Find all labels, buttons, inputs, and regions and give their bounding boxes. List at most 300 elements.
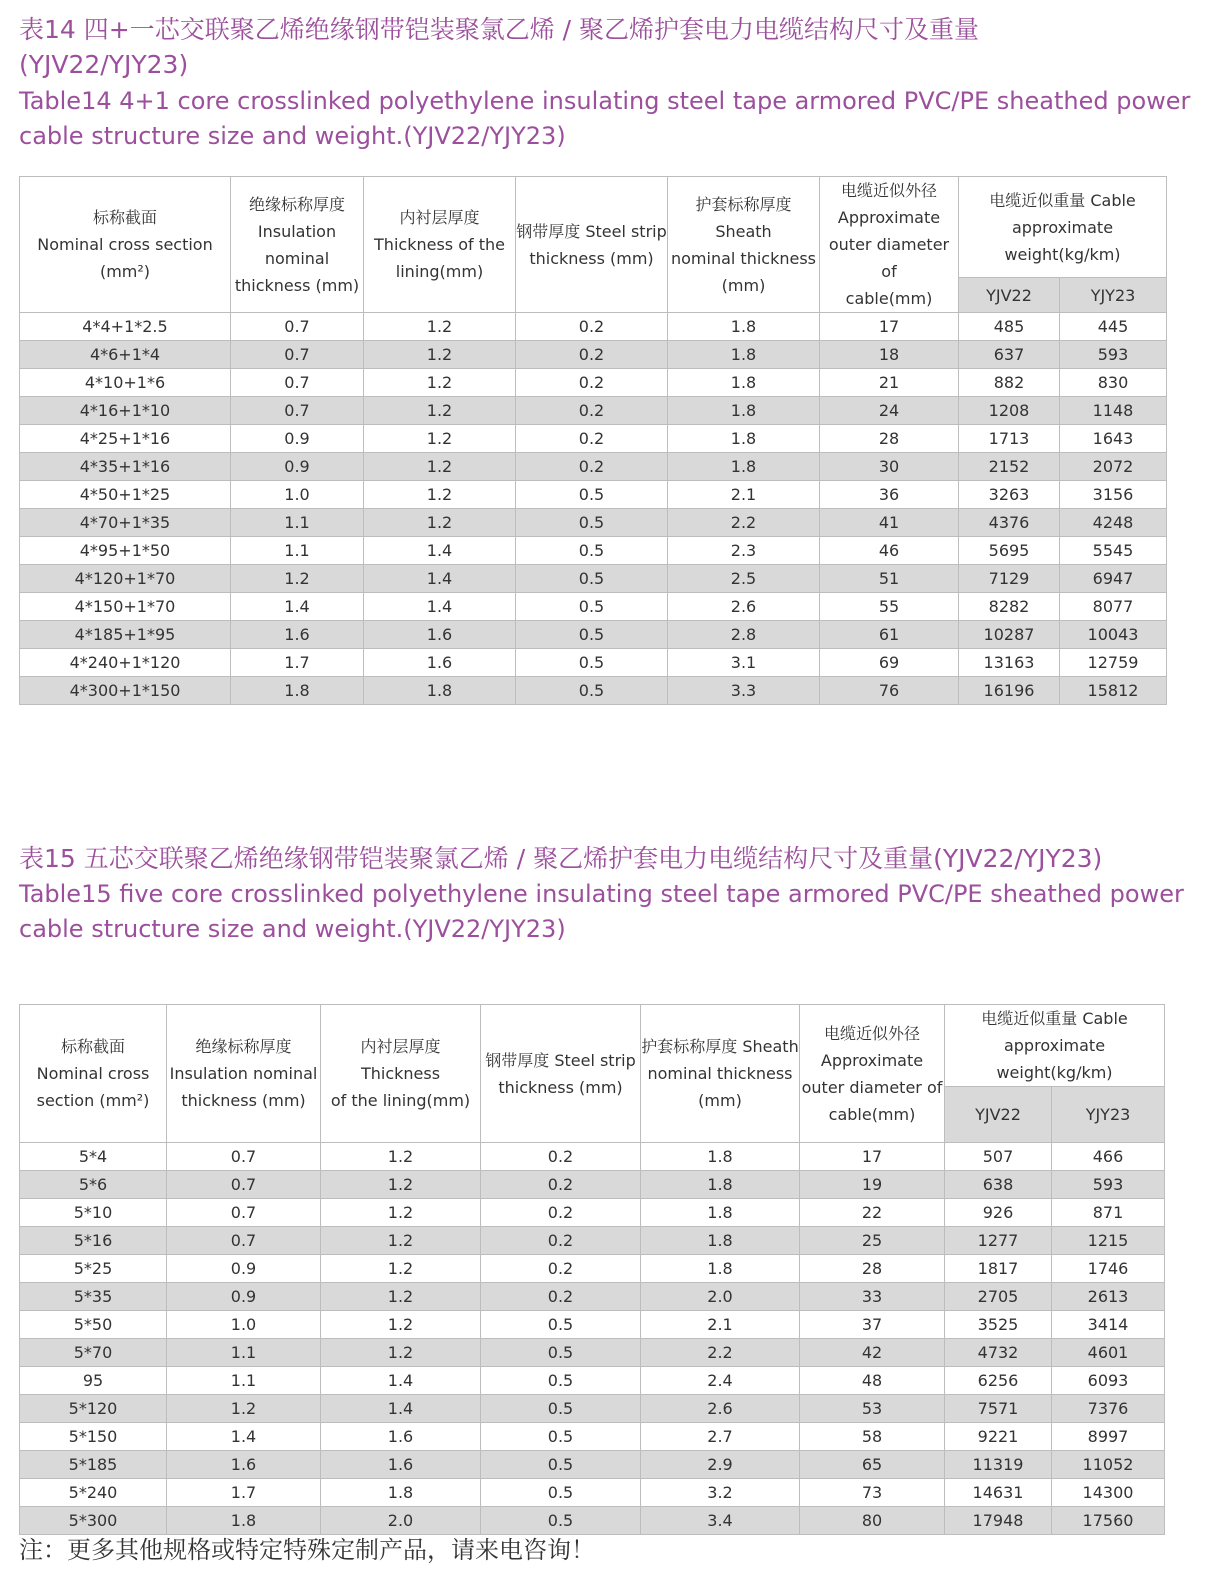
table-row [20,425,1167,453]
header-steel [516,177,668,313]
cell-diameter: 46 [820,537,959,565]
cell-steel: 0.2 [516,425,668,453]
cell-section: 5*6 [20,1171,167,1199]
cell-steel: 0.5 [516,537,668,565]
cell-sheath: 3.4 [641,1507,800,1535]
cell-section: 4*10+1*6 [20,369,231,397]
table14-title-cn-line2: (YJV22/YJY23) [19,50,189,79]
cell-steel: 0.5 [516,649,668,677]
table15-title-en-line2: cable structure size and weight.(YJV22/YJY23) [19,915,566,943]
cell-lining: 1.4 [321,1367,481,1395]
cell-insulation: 0.9 [167,1255,321,1283]
cell-steel: 0.5 [516,565,668,593]
cell-yjv22: 1208 [959,397,1060,425]
cell-yjv22: 2705 [945,1283,1052,1311]
cell-lining: 2.0 [321,1507,481,1535]
header-sheath-2: nominal thickness [670,248,816,268]
cell-sheath: 1.8 [641,1171,800,1199]
cell-sheath: 2.6 [668,593,820,621]
cell-diameter: 42 [800,1339,945,1367]
header-diameter-en2: outer diameter of [828,235,950,281]
cell-insulation: 0.9 [167,1283,321,1311]
cell-lining: 1.6 [364,649,516,677]
cell-insulation: 1.1 [167,1339,321,1367]
table-row [20,369,1167,397]
header-lining-en1: Thickness of the [374,235,505,254]
cell-diameter: 69 [820,649,959,677]
header-weight-1: 电缆近似重量 Cable [981,1009,1128,1028]
cell-yjv22: 4376 [959,509,1060,537]
cell-yjv22: 8282 [959,593,1060,621]
cell-insulation: 0.7 [231,369,364,397]
cell-section: 4*150+1*70 [20,593,231,621]
cell-lining: 1.2 [364,397,516,425]
header-section-en: Nominal cross section [37,235,213,254]
table-row [20,453,1167,481]
cell-lining: 1.2 [321,1283,481,1311]
cell-yjv22: 3263 [959,481,1060,509]
header-diameter-cn: 电缆近似外径 [840,181,937,200]
header-lining [321,1005,481,1143]
cell-diameter: 25 [800,1227,945,1255]
cell-insulation: 1.6 [231,621,364,649]
table15-body [20,1143,1165,1535]
cell-insulation: 0.7 [231,313,364,341]
cell-sheath: 2.2 [641,1339,800,1367]
cell-diameter: 28 [800,1255,945,1283]
cell-yjy23: 3156 [1060,481,1167,509]
table-row [20,1171,1165,1199]
header-weight-2: approximate [1011,217,1114,237]
header-insulation-en1: Insulation nominal [169,1064,318,1083]
table-row [20,1283,1165,1311]
cell-lining: 1.8 [364,677,516,705]
header-section-en: Nominal cross [36,1064,150,1083]
header-section-cn: 标称截面 [92,208,157,227]
cell-yjv22: 3525 [945,1311,1052,1339]
cell-insulation: 1.7 [167,1479,321,1507]
cell-sheath: 1.8 [641,1143,800,1171]
table-row [20,649,1167,677]
header-weight-2: approximate weight(kg/km) [996,1036,1113,1082]
cell-yjy23: 10043 [1060,621,1167,649]
cell-lining: 1.4 [364,565,516,593]
cell-yjy23: 15812 [1060,677,1167,705]
header-lining [364,177,516,313]
cell-section: 4*35+1*16 [20,453,231,481]
header-sheath [668,177,820,313]
cell-steel: 0.5 [481,1451,641,1479]
cell-steel: 0.5 [516,621,668,649]
header-steel-1: 钢带厚度 Steel strip [516,221,667,241]
cell-section: 4*25+1*16 [20,425,231,453]
cell-insulation: 1.0 [231,481,364,509]
cell-section: 4*185+1*95 [20,621,231,649]
cell-yjy23: 14300 [1052,1479,1165,1507]
cell-yjv22: 1817 [945,1255,1052,1283]
cell-yjv22: 5695 [959,537,1060,565]
cell-yjy23: 6093 [1052,1367,1165,1395]
cell-sheath: 2.4 [641,1367,800,1395]
table14-title-en [19,84,1190,154]
cell-sheath: 1.8 [641,1255,800,1283]
cell-yjy23: 8997 [1052,1423,1165,1451]
cell-insulation: 1.1 [231,537,364,565]
header-weight [959,177,1167,278]
cell-yjy23: 2613 [1052,1283,1165,1311]
cell-yjv22: 11319 [945,1451,1052,1479]
cell-steel: 0.2 [481,1199,641,1227]
table14-body [20,313,1167,705]
table-row [20,1339,1165,1367]
cell-sheath: 2.6 [641,1395,800,1423]
header-diameter-en1: Approximate [820,1050,924,1070]
cell-yjv22: 13163 [959,649,1060,677]
cell-sheath: 1.8 [668,369,820,397]
cell-yjv22: 14631 [945,1479,1052,1507]
cell-yjy23: 12759 [1060,649,1167,677]
cell-diameter: 37 [800,1311,945,1339]
cell-diameter: 30 [820,453,959,481]
header-diameter-cn: 电缆近似外径 [823,1023,920,1043]
cell-section: 4*50+1*25 [20,481,231,509]
cell-lining: 1.6 [321,1451,481,1479]
cell-insulation: 0.7 [231,397,364,425]
header-insulation-en2: nominal [264,248,330,268]
header-diameter-en3: cable(mm) [845,289,933,308]
cell-section: 5*10 [20,1199,167,1227]
footer-note: 注：更多其他规格或特定特殊定制产品，请来电咨询！ [19,1536,595,1564]
cell-lining: 1.2 [321,1171,481,1199]
header-weight [945,1005,1165,1087]
cell-sheath: 3.1 [668,649,820,677]
cell-lining: 1.2 [321,1227,481,1255]
header-sheath [641,1005,800,1143]
cell-insulation: 0.9 [231,453,364,481]
cell-lining: 1.2 [364,341,516,369]
cell-lining: 1.2 [364,369,516,397]
cell-sheath: 2.5 [668,565,820,593]
cell-steel: 0.5 [481,1367,641,1395]
cell-section: 5*25 [20,1255,167,1283]
cell-sheath: 2.2 [668,509,820,537]
cell-lining: 1.4 [321,1395,481,1423]
cell-yjv22: 1277 [945,1227,1052,1255]
table-row [20,509,1167,537]
header-section-cn: 标称截面 [60,1037,125,1056]
cell-yjv22: 507 [945,1143,1052,1171]
cell-yjv22: 17948 [945,1507,1052,1535]
cell-insulation: 1.8 [167,1507,321,1535]
cell-yjv22: 926 [945,1199,1052,1227]
cell-sheath: 1.8 [668,313,820,341]
cell-insulation: 0.7 [167,1143,321,1171]
cell-sheath: 1.8 [641,1227,800,1255]
header-steel-2: thickness (mm) [529,248,654,268]
cell-sheath: 2.7 [641,1423,800,1451]
cell-lining: 1.2 [364,509,516,537]
cell-diameter: 55 [820,593,959,621]
cell-lining: 1.2 [321,1255,481,1283]
cell-section: 5*35 [20,1283,167,1311]
cell-steel: 0.5 [481,1395,641,1423]
cell-yjy23: 11052 [1052,1451,1165,1479]
cell-yjy23: 17560 [1052,1507,1165,1535]
table-row [20,1367,1165,1395]
cell-yjv22: 16196 [959,677,1060,705]
cell-steel: 0.2 [481,1171,641,1199]
cell-section: 5*70 [20,1339,167,1367]
cell-insulation: 0.7 [167,1227,321,1255]
cell-diameter: 17 [800,1143,945,1171]
cell-insulation: 1.1 [167,1367,321,1395]
cell-lining: 1.2 [364,481,516,509]
header-insulation [167,1005,321,1143]
header-insulation-cn: 绝缘标称厚度 [248,194,345,214]
cell-diameter: 76 [820,677,959,705]
table-row [20,1395,1165,1423]
cell-lining: 1.2 [364,313,516,341]
cell-diameter: 24 [820,397,959,425]
cell-sheath: 1.8 [641,1199,800,1227]
cell-insulation: 0.7 [167,1199,321,1227]
cell-steel: 0.5 [516,677,668,705]
cell-section: 4*70+1*35 [20,509,231,537]
cell-sheath: 2.0 [641,1283,800,1311]
header-diameter-en2: outer diameter of [801,1077,943,1097]
cell-steel: 0.5 [516,593,668,621]
cell-lining: 1.6 [364,621,516,649]
cell-yjy23: 2072 [1060,453,1167,481]
cell-section: 4*4+1*2.5 [20,313,231,341]
cell-steel: 0.2 [481,1255,641,1283]
header-insulation [231,177,364,313]
table-row [20,481,1167,509]
cell-yjv22: 2152 [959,453,1060,481]
cell-lining: 1.2 [321,1311,481,1339]
cell-yjv22: 4732 [945,1339,1052,1367]
table-row [20,341,1167,369]
header-section [20,177,231,313]
cell-insulation: 1.6 [167,1451,321,1479]
cell-lining: 1.6 [321,1423,481,1451]
cell-yjy23: 445 [1060,313,1167,341]
table-row [20,537,1167,565]
cell-yjv22: 882 [959,369,1060,397]
cell-section: 5*150 [20,1423,167,1451]
cell-diameter: 28 [820,425,959,453]
cell-diameter: 53 [800,1395,945,1423]
cell-insulation: 1.0 [167,1311,321,1339]
table15 [19,1004,1165,1535]
header-insulation-en2: thickness (mm) [181,1091,306,1110]
cell-lining: 1.2 [364,453,516,481]
table-row [20,1227,1165,1255]
cell-yjy23: 1148 [1060,397,1167,425]
header-section-unit: (mm²) [99,262,151,281]
header-yjy23: YJY23 [1060,278,1167,313]
cell-diameter: 48 [800,1367,945,1395]
header-yjv22: YJV22 [959,278,1060,313]
cell-sheath: 3.2 [641,1479,800,1507]
header-steel-2: thickness (mm) [498,1077,623,1097]
table15-title-cn: 表15 五芯交联聚乙烯绝缘钢带铠装聚氯乙烯 / 聚乙烯护套电力电缆结构尺寸及重量(YJV22/YJY23) [19,844,1103,873]
cell-sheath: 2.1 [641,1311,800,1339]
cell-sheath: 2.9 [641,1451,800,1479]
cell-diameter: 36 [820,481,959,509]
cell-diameter: 58 [800,1423,945,1451]
cell-sheath: 2.3 [668,537,820,565]
cell-section: 4*120+1*70 [20,565,231,593]
table14 [19,176,1167,705]
table-row [20,1311,1165,1339]
header-lining-cn: 内衬层厚度 [399,208,480,227]
cell-yjv22: 638 [945,1171,1052,1199]
cell-insulation: 1.7 [231,649,364,677]
cell-sheath: 1.8 [668,453,820,481]
cell-diameter: 17 [820,313,959,341]
cell-steel: 0.2 [516,397,668,425]
cell-section: 5*240 [20,1479,167,1507]
table14-title-en-line1: Table14 4+1 core crosslinked polyethylene insulating steel tape armored PVC/PE sheathed power [19,87,1191,115]
cell-yjy23: 6947 [1060,565,1167,593]
cell-steel: 0.5 [481,1339,641,1367]
cell-yjy23: 4248 [1060,509,1167,537]
header-sheath-2: nominal thickness [647,1064,793,1083]
table14-title-cn [19,12,979,82]
table14-title-en-line2: cable structure size and weight.(YJV22/YJY23) [19,122,566,150]
table-row [20,1479,1165,1507]
cell-sheath: 1.8 [668,397,820,425]
cell-sheath: 2.1 [668,481,820,509]
cell-lining: 1.2 [321,1143,481,1171]
cell-steel: 0.2 [516,313,668,341]
cell-steel: 0.5 [481,1423,641,1451]
cell-yjy23: 4601 [1052,1339,1165,1367]
cell-insulation: 1.8 [231,677,364,705]
cell-diameter: 18 [820,341,959,369]
cell-sheath: 1.8 [668,425,820,453]
table14-title-cn-line1: 表14 四+一芯交联聚乙烯绝缘钢带铠装聚氯乙烯 / 聚乙烯护套电力电缆结构尺寸及重量 [19,15,980,44]
cell-steel: 0.2 [516,341,668,369]
header-insulation-en3: thickness (mm) [234,275,360,295]
cell-section: 5*300 [20,1507,167,1535]
cell-section: 4*6+1*4 [20,341,231,369]
header-section-unit: section (mm²) [36,1091,150,1110]
cell-insulation: 1.4 [167,1423,321,1451]
cell-steel: 0.5 [516,509,668,537]
header-steel-1: 钢带厚度 Steel strip [485,1050,636,1070]
cell-insulation: 0.7 [167,1171,321,1199]
cell-steel: 0.2 [481,1143,641,1171]
header-yjy23: YJY23 [1052,1087,1165,1143]
cell-sheath: 2.8 [668,621,820,649]
cell-section: 4*16+1*10 [20,397,231,425]
cell-yjv22: 7571 [945,1395,1052,1423]
header-diameter [820,177,959,313]
cell-insulation: 0.9 [231,425,364,453]
cell-section: 4*240+1*120 [20,649,231,677]
cell-yjy23: 593 [1060,341,1167,369]
cell-yjy23: 7376 [1052,1395,1165,1423]
cell-insulation: 1.2 [231,565,364,593]
cell-yjv22: 7129 [959,565,1060,593]
cell-steel: 0.2 [516,453,668,481]
header-diameter [800,1005,945,1143]
table-row [20,1199,1165,1227]
cell-section: 5*50 [20,1311,167,1339]
cell-lining: 1.4 [364,537,516,565]
cell-steel: 0.2 [481,1283,641,1311]
cell-yjv22: 6256 [945,1367,1052,1395]
cell-section: 95 [20,1367,167,1395]
cell-diameter: 33 [800,1283,945,1311]
cell-insulation: 1.4 [231,593,364,621]
cell-steel: 0.5 [481,1311,641,1339]
cell-lining: 1.2 [364,425,516,453]
cell-yjv22: 637 [959,341,1060,369]
header-sheath-1: 护套标称厚度 Sheath [641,1037,799,1056]
cell-insulation: 0.7 [231,341,364,369]
table-row [20,1451,1165,1479]
table-row [20,621,1167,649]
table15-title-en-line1: Table15 five core crosslinked polyethylene insulating steel tape armored PVC/PE sheathed power [19,880,1184,908]
cell-yjy23: 466 [1052,1143,1165,1171]
cell-sheath: 1.8 [668,341,820,369]
header-lining-en2: lining(mm) [395,262,484,281]
cell-diameter: 41 [820,509,959,537]
cell-section: 5*4 [20,1143,167,1171]
table-row [20,1255,1165,1283]
table-row [20,1143,1165,1171]
cell-yjy23: 8077 [1060,593,1167,621]
cell-diameter: 51 [820,565,959,593]
header-weight-3: weight(kg/km) [1004,244,1121,264]
cell-yjy23: 5545 [1060,537,1167,565]
cell-diameter: 22 [800,1199,945,1227]
header-weight-1: 电缆近似重量 Cable [989,190,1136,210]
table-row [20,593,1167,621]
cell-section: 4*300+1*150 [20,677,231,705]
cell-yjy23: 593 [1052,1171,1165,1199]
cell-section: 5*16 [20,1227,167,1255]
cell-yjv22: 1713 [959,425,1060,453]
table-row [20,313,1167,341]
cell-steel: 0.2 [516,369,668,397]
table-row [20,397,1167,425]
cell-yjy23: 1215 [1052,1227,1165,1255]
cell-steel: 0.5 [481,1479,641,1507]
header-lining-1: 内衬层厚度 Thickness [360,1037,441,1083]
cell-yjy23: 3414 [1052,1311,1165,1339]
header-lining-2: of the lining(mm) [330,1091,471,1110]
header-yjv22: YJV22 [945,1087,1052,1143]
header-sheath-1: 护套标称厚度 Sheath [695,194,792,241]
table-row [20,565,1167,593]
cell-yjy23: 1746 [1052,1255,1165,1283]
table-row [20,1423,1165,1451]
cell-section: 4*95+1*50 [20,537,231,565]
header-sheath-3: (mm) [721,275,766,295]
table-row [20,677,1167,705]
cell-yjy23: 1643 [1060,425,1167,453]
header-section [20,1005,167,1143]
cell-yjy23: 871 [1052,1199,1165,1227]
cell-lining: 1.2 [321,1199,481,1227]
cell-insulation: 1.1 [231,509,364,537]
cell-diameter: 80 [800,1507,945,1535]
cell-yjv22: 10287 [959,621,1060,649]
